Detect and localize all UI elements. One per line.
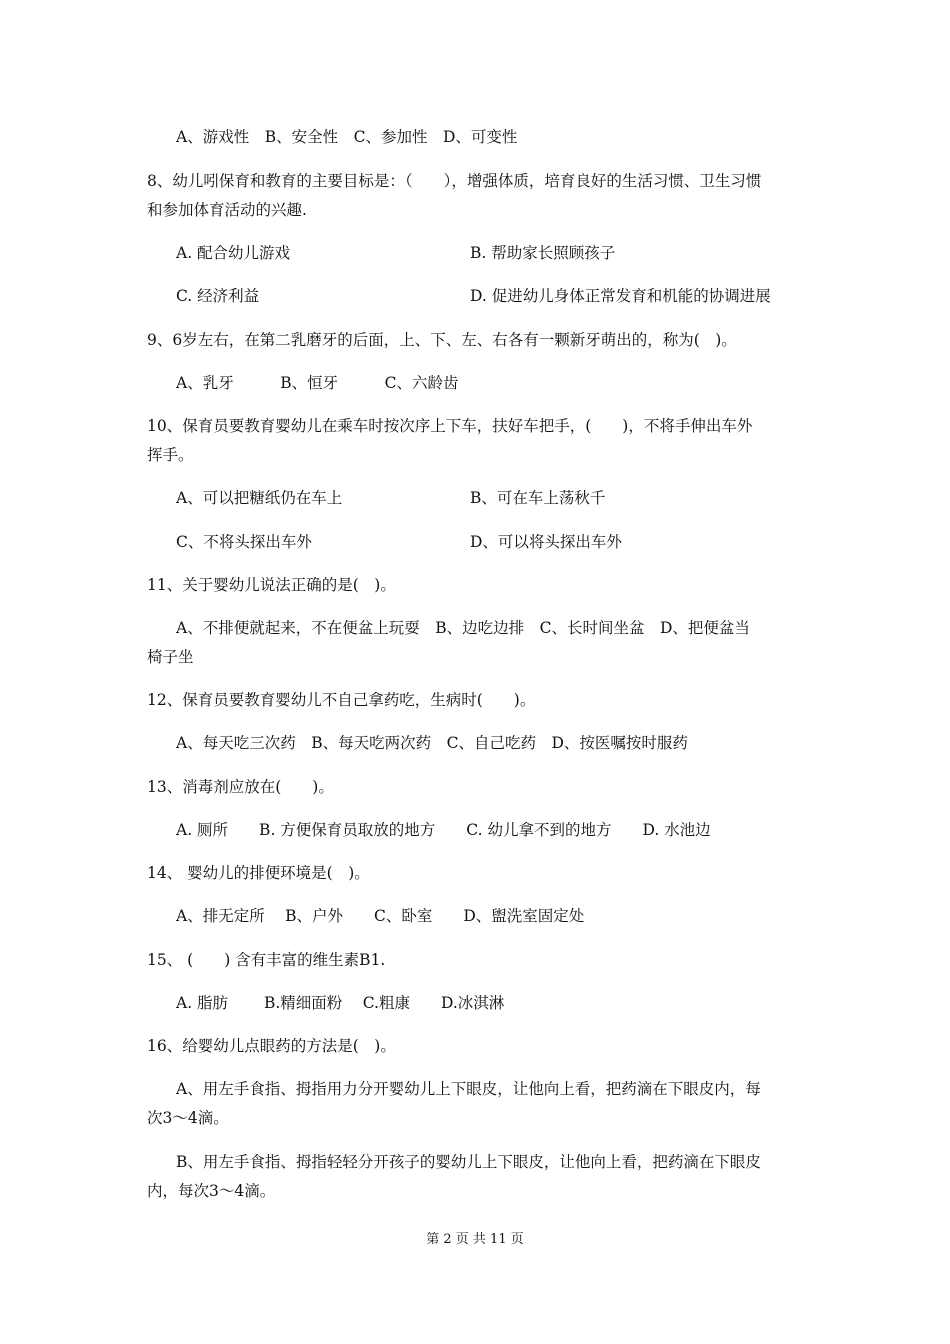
q14-stem: 14、 婴幼儿的排便环境是( )。 <box>147 864 370 882</box>
q14-options: A、排无定所 B、户外 C、卧室 D、盥洗室固定处 <box>176 907 585 925</box>
q12-stem: 12、保育员要教育婴幼儿不自己拿药吃，生病时( )。 <box>147 691 536 709</box>
q10-stem-line1: 10、保育员要教育婴幼儿在乘车时按次序上下车，扶好车把手，( )，不将手伸出车外 <box>147 417 753 435</box>
q13-options: A. 厕所 B. 方便保育员取放的地方 C. 幼儿拿不到的地方 D. 水池边 <box>176 821 711 839</box>
q16-option-a-line2: 次3～4滴。 <box>147 1109 229 1127</box>
q16-option-b-line1: B、用左手食指、拇指轻轻分开孩子的婴幼儿上下眼皮，让他向上看，把药滴在下眼皮 <box>176 1153 761 1171</box>
q13-stem: 13、消毒剂应放在( )。 <box>147 778 334 796</box>
q9-stem: 9、6岁左右，在第二乳磨牙的后面，上、下、左、右各有一颗新牙萌出的，称为( )。 <box>147 331 737 349</box>
q10-option-c: C、不将头探出车外 <box>176 533 312 551</box>
q10-option-a: A、可以把糖纸仍在车上 <box>176 489 343 507</box>
q10-option-b: B、可在车上荡秋千 <box>470 489 606 507</box>
q8-option-d: D. 促进幼儿身体正常发育和机能的协调进展 <box>470 287 771 305</box>
q8-stem-line1: 8、幼儿吲保育和教育的主要目标是：（ ），增强体质，培育良好的生活习惯、卫生习惯 <box>147 172 762 190</box>
q10-option-d: D、可以将头探出车外 <box>470 533 622 551</box>
q8-option-a: A. 配合幼儿游戏 <box>176 244 291 262</box>
q16-option-b-line2: 内，每次3～4滴。 <box>147 1182 276 1200</box>
q16-option-a-line1: A、用左手食指、拇指用力分开婴幼儿上下眼皮，让他向上看，把药滴在下眼皮内，每 <box>176 1080 761 1098</box>
q12-options: A、每天吃三次药 B、每天吃两次药 C、自己吃药 D、按医嘱按时服药 <box>176 734 688 752</box>
q15-stem: 15、 ( ) 含有丰富的维生素B1. <box>147 951 386 969</box>
q9-options: A、乳牙 B、恒牙 C、六龄齿 <box>176 374 459 392</box>
page-number-footer: 第 2 页 共 11 页 <box>426 1232 524 1247</box>
q11-options-line1: A、不排便就起来，不在便盆上玩耍 B、边吃边排 C、长时间坐盆 D、把便盆当 <box>176 619 750 637</box>
q11-stem: 11、关于婴幼儿说法正确的是( )。 <box>147 576 396 594</box>
q16-stem: 16、给婴幼儿点眼药的方法是( )。 <box>147 1037 396 1055</box>
q8-option-c: C. 经济利益 <box>176 287 260 305</box>
q10-stem-line2: 挥手。 <box>147 446 194 464</box>
q11-options-line2: 椅子坐 <box>147 648 194 666</box>
q8-option-b: B. 帮助家长照顾孩子 <box>470 244 616 262</box>
q15-options: A. 脂肪 B.精细面粉 C.粗康 D.冰淇淋 <box>176 994 505 1012</box>
q8-stem-line2: 和参加体育活动的兴趣. <box>147 201 307 219</box>
q7-options: A、游戏性 B、安全性 C、参加性 D、可变性 <box>176 128 518 146</box>
